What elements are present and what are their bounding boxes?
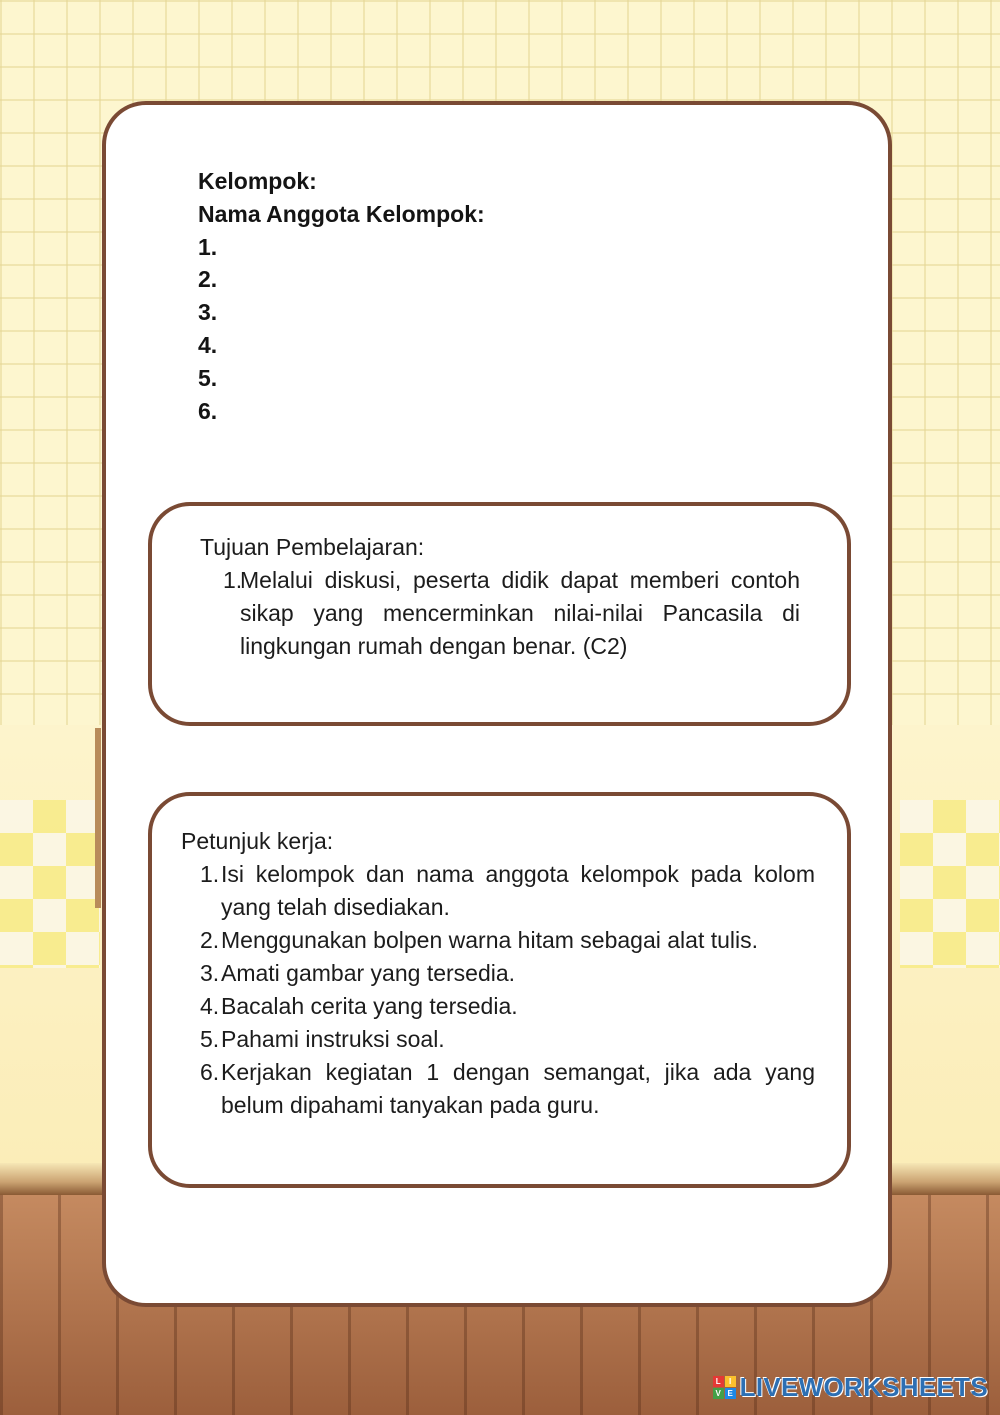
- liveworksheets-logo-icon: [713, 1376, 736, 1399]
- list-item: [223, 564, 800, 663]
- logo-letter: E: [725, 1388, 736, 1399]
- watermark-text: LIVEWORKSHEETS: [739, 1372, 988, 1402]
- list-item-number: 5.: [200, 1026, 220, 1052]
- learning-goal-list: [223, 564, 800, 663]
- member-number: 1.: [198, 233, 218, 260]
- liveworksheets-watermark: [713, 1372, 988, 1403]
- list-item: [200, 1023, 815, 1056]
- members-label: Nama Anggota Kelompok:: [198, 200, 485, 227]
- group-label: Kelompok:: [198, 168, 317, 194]
- list-item-number: 3.: [200, 960, 220, 986]
- list-item-text: Pahami instruksi soal.: [221, 1026, 445, 1052]
- list-item-number: 2.: [200, 927, 220, 953]
- learning-goal-title: Tujuan Pembelajaran:: [200, 534, 425, 560]
- list-item: [200, 858, 815, 924]
- list-item-text: Bacalah cerita yang tersedia.: [221, 993, 518, 1019]
- list-item-number: 1.: [223, 567, 243, 593]
- list-item-text: Amati gambar yang tersedia.: [221, 960, 516, 986]
- logo-letter: V: [713, 1388, 724, 1399]
- list-item-text: Menggunakan bolpen warna hitam sebagai alat tulis.: [221, 927, 759, 953]
- list-item: [200, 924, 815, 957]
- member-number: 6.: [198, 397, 218, 424]
- list-item-number: 1.: [200, 861, 220, 887]
- checker-tiles-right: [900, 800, 1000, 968]
- member-number: 2.: [198, 266, 218, 293]
- checker-tiles-left: [0, 800, 100, 968]
- member-number: 3.: [198, 299, 218, 326]
- list-item-text: Melalui diskusi, peserta didik dapat memberi contoh sikap yang mencerminkan nilai-nilai Pancasila di lingkungan rumah dengan benar. (C2): [240, 567, 800, 659]
- list-item-number: 6.: [200, 1059, 220, 1085]
- instructions-title: Petunjuk kerja:: [181, 828, 334, 854]
- member-number: 5.: [198, 364, 218, 391]
- list-item: [200, 990, 815, 1023]
- member-number: 4.: [198, 331, 218, 358]
- list-item: [200, 957, 815, 990]
- list-item-text: Kerjakan kegiatan 1 dengan semangat, jika ada yang belum dipahami tanyakan pada guru.: [221, 1059, 815, 1118]
- list-item-text: Isi kelompok dan nama anggota kelompok pada kolom yang telah disediakan.: [221, 861, 815, 920]
- logo-letter: I: [725, 1376, 736, 1387]
- door-edge: [95, 728, 101, 908]
- group-info: [198, 165, 485, 427]
- list-item-number: 4.: [200, 993, 220, 1019]
- logo-letter: L: [713, 1376, 724, 1387]
- list-item: [200, 1056, 815, 1122]
- instructions-list: [200, 858, 815, 1122]
